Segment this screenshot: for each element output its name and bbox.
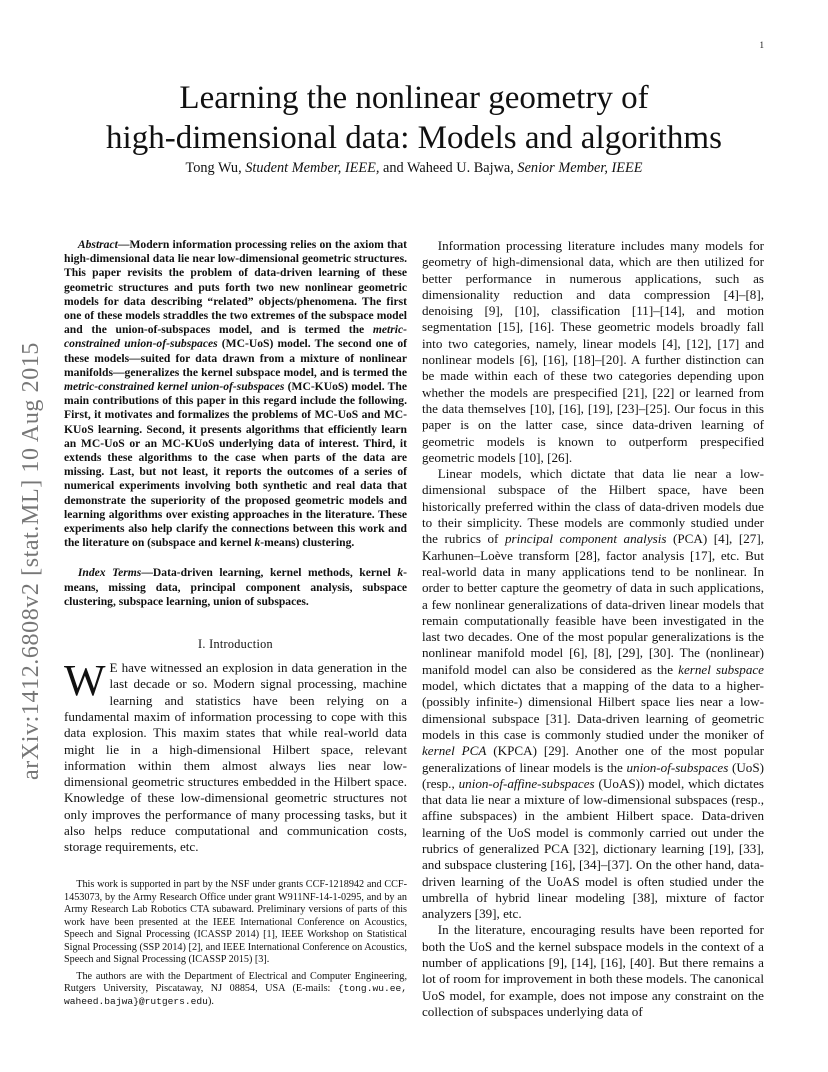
right-column (422, 238, 764, 1020)
index-terms-text-1: —Data-driven learning, kernel methods, kernel (141, 566, 398, 580)
linear-text-f: (UoAS)) model, which dictates that data lie near a mixture of low-dimensional subspaces (resp., affine subspaces) in the ambient Hilbert space. Data-driven learning of the UoS model is commonly carried out under the rubrics of generalized PCA [32], dictionary learning [19], [33], and subspace clustering [16], [34]–[37]. On the other hand, data-driven learning of the UoAS model is often studied under the umbrella of hybrid linear modeling [38], mixture of factor analyzers [39], etc. (422, 775, 764, 922)
index-terms-label: Index Terms (77, 566, 142, 580)
author-conjunction: and (383, 160, 404, 176)
author-line (64, 160, 764, 177)
linear-text-b: (PCA) [4], [27], Karhunen–Loève transform [28], factor analysis [17], etc. But real-world data in many applications tend to be nonlinear. In order to better capture the geometry of data in such applications, a few nonlinear generalizations of data-driven linear models that remain computationally feasible have been investigated in the last two decades. One of the most popular generalizations is the nonlinear manifold model [6], [8], [29], [30]. The (nonlinear) manifold model can also be considered as the (422, 531, 764, 677)
linear-text-e: (UoS) (resp., (422, 759, 764, 791)
affiliation-end: ). (207, 995, 214, 1007)
abstract (64, 238, 407, 550)
affiliation-text: The authors are with the Department of Electrical and Computer Engineering, Rutgers University, Piscataway, NJ 08854, USA (E-mails: (64, 970, 407, 994)
linear-text-d: (KPCA) [29]. Another one of the most popular generalizations of linear models is the (422, 743, 764, 775)
author-1-title: Student Member, IEEE, (245, 160, 380, 176)
paper-title (64, 78, 764, 158)
index-terms (64, 566, 407, 609)
section-heading: I. Introduction (198, 637, 273, 652)
linear-emphasis-2: kernel subspace (678, 661, 764, 677)
author-2: Waheed U. Bajwa, (407, 160, 514, 176)
funding-footnote: This work is supported in part by the NSF under grants CCF-1218942 and CCF-1453073, by the Army Research Office under grant W911NF-14-1-0295, and by an Army Research Lab Robotics CTA subaward. Preliminary versions of parts of this work have been presented at the IEEE International Conference on Acoustics, Speech and Signal Processing (ICASSP 2014) [1], IEEE Workshop on Statistical Signal Processing (SSP 2014) [2], and IEEE International Conference on Acoustics, Speech and Signal Processing (ICASSP 2015) [3]. (64, 879, 407, 965)
title-line-2: high-dimensional data: Models and algorithms (106, 120, 722, 156)
linear-emphasis-1: principal component analysis (504, 531, 667, 547)
abstract-text-3: (MC-KUoS) model. The main contributions of this paper in this regard include the following. First, it motivates and formalizes the problems of MC-UoS and MC-KUoS learning. Second, it presents algorithms that efficiently learn an MC-UoS or an MC-KUoS underlying data of interest. Third, it extends these algorithms to the case when parts of the data are missing. Last, but not least, it reports the outcomes of a series of numerical experiments involving both synthetic and real data that demonstrate the superiority of the proposed geometric models and learning algorithms over existing approaches in the literature. These experiments also help clarify the connections between this work and the literature on (subspace and kernel (64, 380, 407, 550)
linear-emphasis-4: union-of-subspaces (626, 759, 729, 775)
paragraph-models-overview: Information processing literature includes many models for geometry of high-dimensional data, which are then utilized for better performance in numerous applications, such as dimensionality reduction and data compression [4]–[8], denoising [9], [10], classification [11]–[14], and motion segmentation [15], [16]. These geometric models broadly fall into two categories, namely, linear models [4], [12], [17] and nonlinear models [6], [16], [18]–[20]. A further distinction can be made within each of these two categories depending upon whether the models are prespecified [21], [22] or learned from the data themselves [10], [16], [19], [23]–[25]. Our focus in this paper is on the latter case, since data-driven learning of geometric models is known to outperform prespecified geometric models [10], [26]. (422, 238, 764, 465)
paragraph-literature-results: In the literature, encouraging results have been reported for both the UoS and the kernel subspace models in the context of a number of applications [9], [14], [16], [40]. But there remains a lot of room for improvement in both these models. The canonical UoS model, for example, does not impose any constraint on the collection of subspaces underlying data of (422, 922, 764, 1019)
abstract-text-1: —Modern information processing relies on the axiom that high-dimensional data lie near low-dimensional geometric structures. This paper revisits the problem of data-driven learning of these geometric structures and puts forth two new nonlinear geometric models for data describing “related” objects/phenomena. The first one of these models straddles the two extremes of the subspace model and the union-of-subspaces model, and is termed the (64, 238, 407, 337)
drop-cap: W (64, 656, 106, 706)
paragraph-linear-models (422, 466, 764, 922)
linear-emphasis-3: kernel PCA (422, 743, 487, 759)
affiliation-footnote (64, 971, 407, 1009)
linear-text-a: Linear models, which dictate that data lie near a low-dimensional subspace of the Hilbert space, have been historically preferred within the class of data-driven models due to their simplicity. These models are commonly studied under the rubrics of (422, 466, 764, 547)
abstract-emphasis-2: metric-constrained kernel union-of-subspaces (64, 380, 285, 394)
abstract-text-4: -means) clustering. (260, 536, 355, 550)
abstract-label: Abstract (77, 238, 118, 251)
title-line-1: Learning the nonlinear geometry of (179, 80, 649, 116)
index-terms-text-2: -means, missing data, principal component analysis, subspace clustering, subspace learning, union of subspaces. (64, 566, 407, 608)
page-number: 1 (759, 40, 764, 50)
author-2-title: Senior Member, IEEE (517, 160, 643, 176)
left-column (64, 238, 407, 856)
abstract-text-2: (MC-UoS) model. The second one of these models—suited for data drawn from a mixture of nonlinear manifolds—generalizes the kernel subspace model, and is termed the (64, 337, 407, 379)
arxiv-stamp: arXiv:1412.6808v2 [stat.ML] 10 Aug 2015 (18, 341, 44, 780)
linear-text-c: model, which dictates that a mapping of the data to a higher- (possibly infinite-) dimensional Hilbert space lies near a low-dimensional subspace [31]. Data-driven learning of geometric models in this case is commonly studied under the moniker of (422, 678, 764, 742)
author-1: Tong Wu, (185, 160, 242, 176)
index-terms-emphasis: k (397, 566, 404, 580)
footnotes (64, 879, 407, 1008)
abstract-emphasis-1: metric-constrained union-of-subspaces (64, 323, 407, 351)
intro-text: E have witnessed an explosion in data generation in the last decade or so. Modern signal processing, machine learning and statistics have been relying on a fundamental maxim of information processing to cope with this data explosion. This maxim states that while real-world data might lie in a high-dimensional Hilbert space, relevant information within them almost always lies near low-dimensional geometric structures embedded in the Hilbert space. Knowledge of these low-dimensional geometric structures not only improves the performance of many processing tasks, but it also helps reduce computational and communication costs, storage requirements, etc. (64, 660, 407, 855)
intro-paragraph (64, 656, 407, 856)
author-emails: {tong.wu.ee, waheed.bajwa}@rutgers.edu (64, 983, 407, 1007)
abstract-emphasis-3: k (254, 536, 261, 550)
linear-emphasis-5: union-of-affine-subspaces (458, 775, 595, 791)
